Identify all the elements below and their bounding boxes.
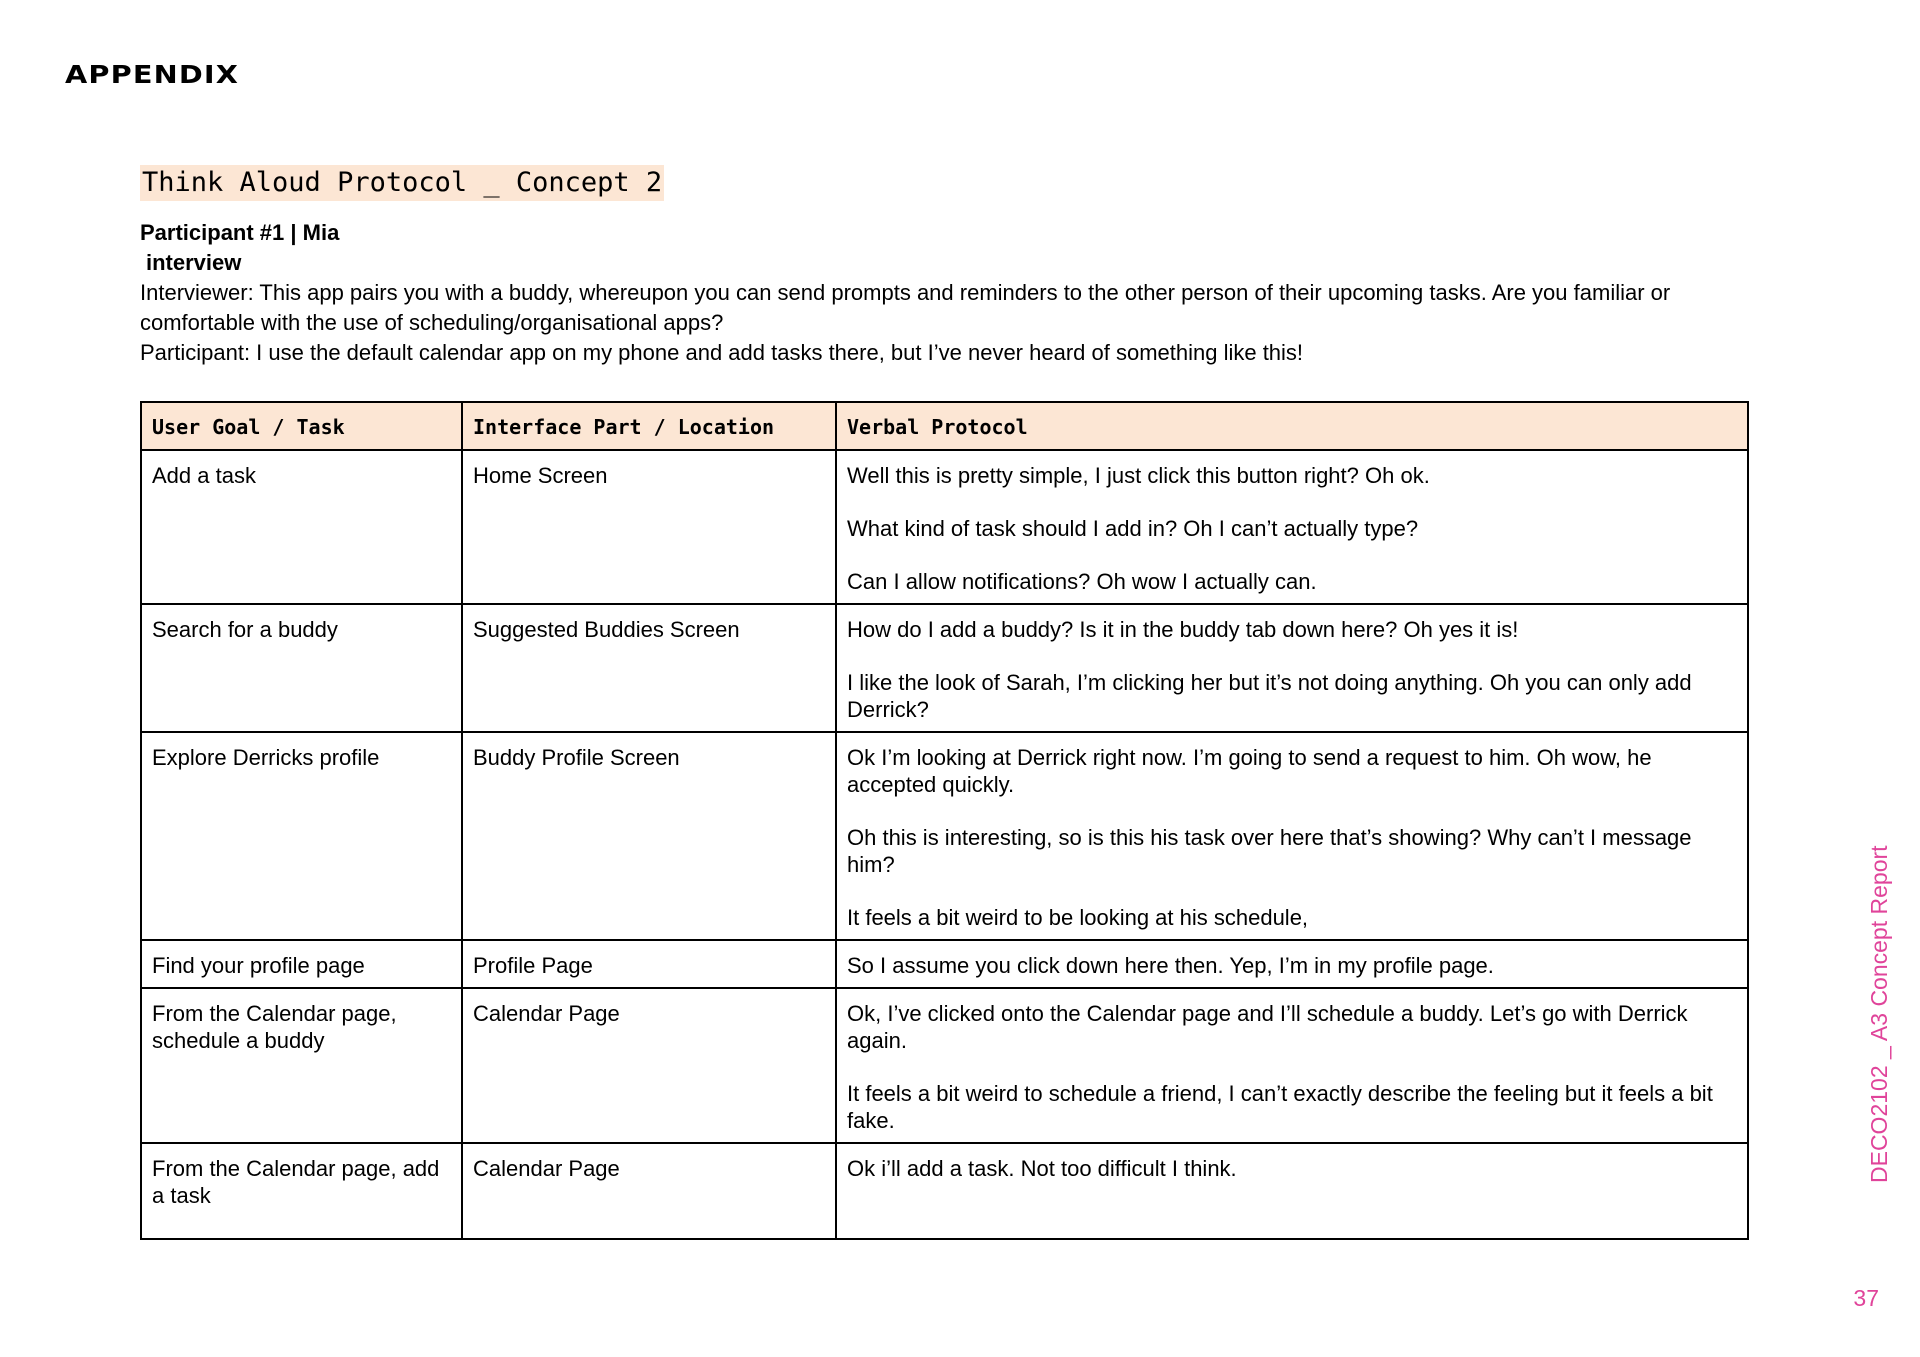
protocol-line: It feels a bit weird to schedule a friend, I can’t exactly describe the feeling but it feels a bit fake. — [847, 1081, 1713, 1133]
table-row — [141, 450, 1748, 604]
goal-cell: Add a task — [141, 450, 462, 604]
protocol-cell — [836, 940, 1748, 988]
protocol-line: Can I allow notifications? Oh wow I actually can. — [847, 569, 1317, 594]
goal-cell: Explore Derricks profile — [141, 732, 462, 940]
header-goal: User Goal / Task — [141, 402, 462, 450]
protocol-cell — [836, 732, 1748, 940]
table-header-row — [141, 402, 1748, 450]
protocol-line: How do I add a buddy? Is it in the buddy tab down here? Oh yes it is! — [847, 617, 1519, 642]
goal-cell: Search for a buddy — [141, 604, 462, 732]
header-protocol: Verbal Protocol — [836, 402, 1748, 450]
location-cell: Calendar Page — [462, 988, 836, 1143]
protocol-cell — [836, 450, 1748, 604]
page-number: 37 — [1853, 1285, 1879, 1311]
protocol-line: So I assume you click down here then. Yep, I’m in my profile page. — [847, 953, 1494, 978]
participant-line: Participant: I use the default calendar app on my phone and add tasks there, but I’ve never heard of something like this! — [140, 340, 1304, 365]
goal-cell: Find your profile page — [141, 940, 462, 988]
document-title-vertical: DECO2102 _ A3 Concept Report — [1866, 845, 1892, 1183]
intro-block — [140, 218, 1760, 368]
table-row — [141, 732, 1748, 940]
page-heading: Think Aloud Protocol _ Concept 2 — [140, 165, 664, 201]
table-row — [141, 1143, 1748, 1239]
protocol-line: I like the look of Sarah, I’m clicking her but it’s not doing anything. Oh you can only add Derrick? — [847, 670, 1692, 722]
interviewer-line: Interviewer: This app pairs you with a buddy, whereupon you can send prompts and reminders to the other person of their upcoming tasks. Are you familiar or comfortable with the use of scheduling/organisational apps? — [140, 280, 1671, 335]
location-cell: Buddy Profile Screen — [462, 732, 836, 940]
protocol-cell — [836, 988, 1748, 1143]
protocol-line: Well this is pretty simple, I just click this button right? Oh ok. — [847, 463, 1430, 488]
protocol-line: Oh this is interesting, so is this his task over here that’s showing? Why can’t I message him? — [847, 825, 1692, 877]
protocol-line: Ok I’m looking at Derrick right now. I’m going to send a request to him. Oh wow, he accepted quickly. — [847, 745, 1652, 797]
session-type: interview — [146, 250, 242, 275]
protocol-line: It feels a bit weird to be looking at his schedule, — [847, 905, 1309, 930]
header-location: Interface Part / Location — [462, 402, 836, 450]
goal-cell: From the Calendar page, schedule a buddy — [141, 988, 462, 1143]
section-label: APPENDIX — [65, 60, 240, 89]
table-row — [141, 988, 1748, 1143]
participant-name: Participant #1 | Mia — [140, 220, 340, 245]
goal-cell: From the Calendar page, add a task — [141, 1143, 462, 1239]
protocol-line: Ok i’ll add a task. Not too difficult I think. — [847, 1156, 1237, 1181]
protocol-cell — [836, 604, 1748, 732]
location-cell: Profile Page — [462, 940, 836, 988]
location-cell: Suggested Buddies Screen — [462, 604, 836, 732]
protocol-line: Ok, I’ve clicked onto the Calendar page and I’ll schedule a buddy. Let’s go with Derrick again. — [847, 1001, 1688, 1053]
location-cell: Home Screen — [462, 450, 836, 604]
protocol-line: What kind of task should I add in? Oh I can’t actually type? — [847, 516, 1419, 541]
protocol-cell — [836, 1143, 1748, 1239]
location-cell: Calendar Page — [462, 1143, 836, 1239]
table-row — [141, 940, 1748, 988]
protocol-table — [140, 401, 1749, 1240]
table-row — [141, 604, 1748, 732]
